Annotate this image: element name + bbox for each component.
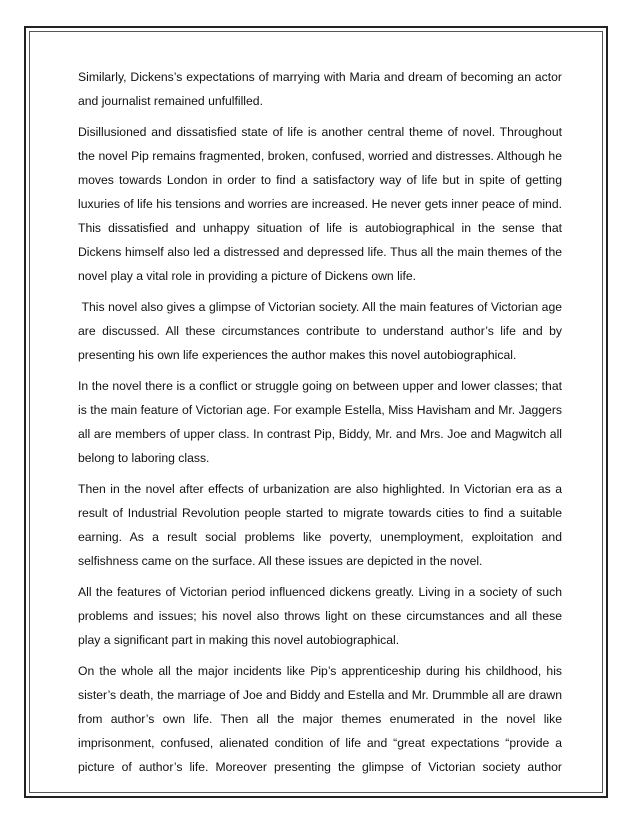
- document-body: [78, 65, 566, 786]
- paragraph: Disillusioned and dissatisfied state of life is another central theme of novel. Throughout the novel Pip remains fragmented, broken, confused, worried and distresses. Although he moves towards London in order to find a satisfactory way of life but in spite of getting luxuries of life his tensions and worries are increased. He never gets inner peace of mind. This dissatisfied and unhappy situation of life is autobiographical in the sense that Dickens himself also led a distressed and depressed life. Thus all the main themes of the novel play a vital role in providing a picture of Dickens own life.: [78, 125, 562, 283]
- paragraph: In the novel there is a conflict or struggle going on between upper and lower classes; that is the main feature of Victorian age. For example Estella, Miss Havisham and Mr. Jaggers all are members of upper class. In contrast Pip, Biddy, Mr. and Mrs. Joe and Magwitch all belong to laboring class.: [78, 379, 562, 465]
- paragraph: On the whole all the major incidents like Pip’s apprenticeship during his childhood, his sister’s death, the marriage of Joe and Biddy and Estella and Mr. Drummble all are drawn from author’s own life. Then all the major themes enumerated in the novel like imprisonment, confused, alienated condition of life and “great expectations “provide a picture of author’s life. Moreover presenting the glimpse of Victorian society author: [78, 664, 562, 774]
- paragraph: This novel also gives a glimpse of Victorian society. All the main features of Victorian age are discussed. All these circumstances contribute to understand author’s life and by presenting his own life experiences the author makes this novel autobiographical.: [78, 300, 566, 362]
- paragraph: Similarly, Dickens’s expectations of marrying with Maria and dream of becoming an actor and journalist remained unfulfilled.: [78, 70, 562, 108]
- paragraph: Then in the novel after effects of urbanization are also highlighted. In Victorian era as a result of Industrial Revolution people started to migrate towards cities to find a suitable earning. As a result social problems like poverty, unemployment, exploitation and selfishness came on the surface. All these issues are depicted in the novel.: [78, 482, 562, 568]
- paragraph: All the features of Victorian period influenced dickens greatly. Living in a society of such problems and issues; his novel also throws light on these circumstances and all these play a significant part in making this novel autobiographical.: [78, 585, 562, 647]
